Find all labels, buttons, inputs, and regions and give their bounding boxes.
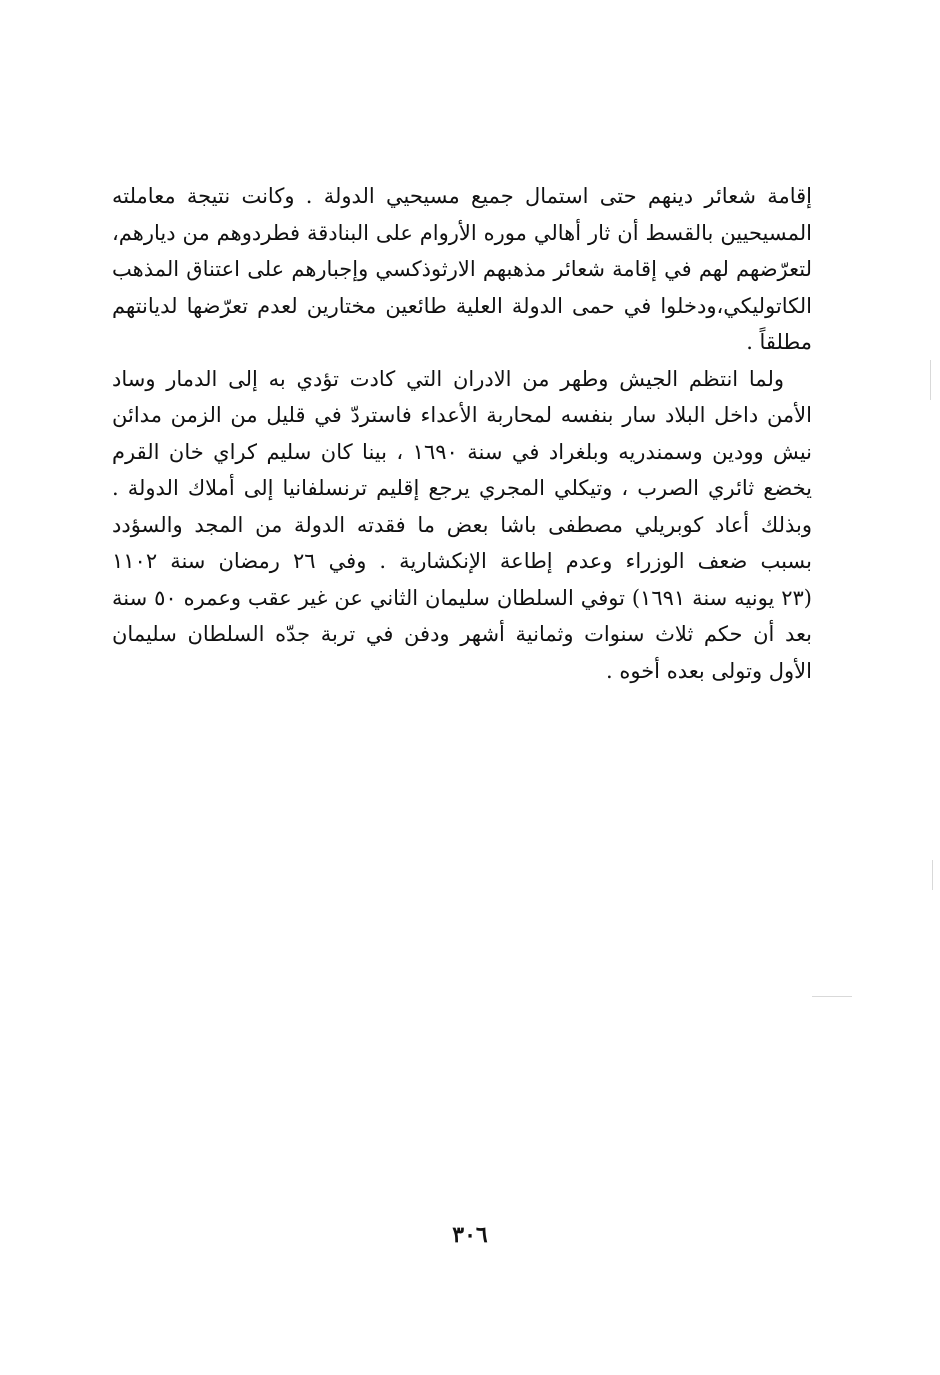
text-line: بسبب ضعف الوزراء وعدم إطاعة الإنكشارية . وفي ٢٦ رمضان سنة ١١٠٢ [112, 549, 812, 573]
text-line: المسيحيين بالقسط أن ثار أهالي موره الأروام على البنادقة فطردوهم من ديارهم، [112, 220, 812, 245]
text-line: نيش وودين وسمندريه وبلغراد في سنة ١٦٩٠ ، بينا كان سليم كراي خان القرم [112, 439, 813, 464]
scan-artifact [812, 996, 852, 997]
text-line: يخضع ثائري الصرب ، وتيكلي المجري يرجع إقليم ترنسلفانيا إلى أملاك الدولة . [112, 476, 812, 500]
scan-artifact [932, 860, 933, 890]
page-number: ٣٠٦ [452, 1222, 488, 1248]
text-line: مطلقاً . [746, 330, 812, 354]
text-line: الكاتوليكي،ودخلوا في حمى الدولة العلية طائعين مختارين لعدم تعرّضها لديانتهم [112, 293, 812, 318]
text-line: وبذلك أعاد كوبريلي مصطفى باشا بعض ما فقدته الدولة من المجد والسؤدد [112, 512, 812, 537]
body-text [112, 178, 812, 689]
text-line: لتعرّضهم لهم في إقامة شعائر مذهبهم الارثوذكسي وإجبارهم على اعتناق المذهب [112, 257, 812, 281]
text-line: إقامة شعائر دينهم حتى استمال جميع مسيحيي الدولة . وكانت نتيجة معاملته [112, 184, 812, 208]
text-line: الأول وتولى بعده أخوه . [606, 658, 812, 683]
text-line: ولما انتظم الجيش وطهر من الادران التي كادت تؤدي به إلى الدمار وساد [112, 366, 784, 391]
scan-artifact [930, 360, 931, 400]
text-line: (٢٣ يونيه سنة ١٦٩١) توفي السلطان سليمان الثاني عن غير عقب وعمره ٥٠ سنة [112, 585, 812, 610]
text-line: بعد أن حكم ثلاث سنوات وثمانية أشهر ودفن في تربة جدّه السلطان سليمان [112, 622, 812, 646]
text-line: الأمن داخل البلاد سار بنفسه لمحاربة الأعداء فاستردّ في قليل من الزمن مدائن [112, 403, 812, 427]
